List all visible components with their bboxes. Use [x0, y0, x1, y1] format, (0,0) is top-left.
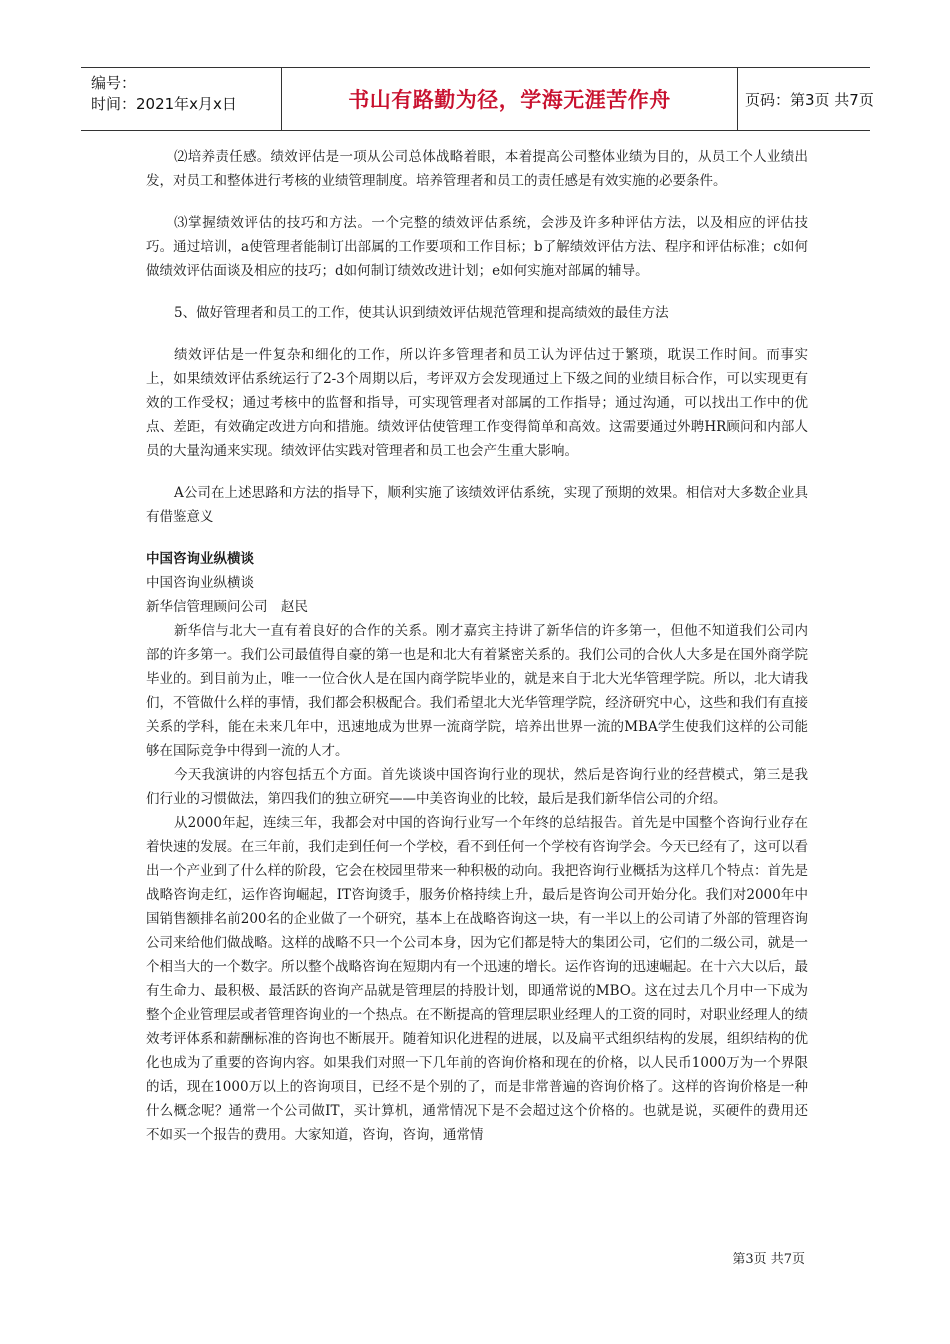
header-page-number: 页码：第3页 共7页: [745, 90, 874, 109]
document-number-label: 编号：: [91, 74, 137, 92]
document-body: [146, 145, 808, 1147]
section-subtitle: 中国咨询业纵横谈: [146, 575, 254, 591]
paragraph: 新华信与北大一直有着良好的合作的关系。刚才嘉宾主持讲了新华信的许多第一，但他不知道我们公司内部的许多第一。我们公司最值得自豪的第一也是和北大有着紧密关系的。我们公司的合伙人大多是在国外商学院毕业的。到目前为止，唯一一位合伙人是在国内商学院毕业的，就是来自于北大光华管理学院。所以，北大请我们，不管做什么样的事情，我们都会积极配合。我们希望北大光华管理学院，经济研究中心，这些和我们有直接关系的学科，能在未来几年中，迅速地成为世界一流商学院，培养出世界一流的MBA学生使我们这样的公司能够在国际竞争中得到一流的人才。: [146, 623, 808, 759]
paragraph: 今天我演讲的内容包括五个方面。首先谈谈中国咨询行业的现状，然后是咨询行业的经营模式，第三是我们行业的习惯做法，第四我们的独立研究——中美咨询业的比较，最后是我们新华信公司的介绍。: [146, 767, 808, 807]
paragraph: 5、做好管理者和员工的工作，使其认识到绩效评估规范管理和提高绩效的最佳方法: [174, 305, 669, 321]
paragraph: ⑵培养责任感。绩效评估是一项从公司总体战略着眼，本着提高公司整体业绩为目的，从员工个人业绩出发，对员工和整体进行考核的业绩管理制度。培养管理者和员工的责任感是有效实施的必要条件。: [146, 149, 808, 189]
header-motto-cell: [281, 68, 738, 130]
paragraph: ⑶掌握绩效评估的技巧和方法。一个完整的绩效评估系统，会涉及许多种评估方法，以及相应的评估技巧。通过培训，a使管理者能制订出部属的工作要项和工作目标；b了解绩效评估方法、程序和评估标准；c如何做绩效评估面谈及相应的技巧；d如何制订绩效改进计划；e如何实施对部属的辅导。: [146, 215, 808, 279]
paragraph: 从2000年起，连续三年，我都会对中国的咨询行业写一个年终的总结报告。首先是中国整个咨询行业存在着快速的发展。在三年前，我们走到任何一个学校，看不到任何一个学校有咨询学会。今天已经有了，这可以看出一个产业到了什么样的阶段，它会在校园里带来一种积极的动向。我把咨询行业概括为这样几个特点：首先是战略咨询走红，运作咨询崛起，IT咨询烫手，服务价格持续上升，最后是咨询公司开始分化。我们对2000年中国销售额排名前200名的企业做了一个研究，基本上在战略咨询这一块，有一半以上的公司请了外部的管理咨询公司来给他们做战略。这样的战略不只一个公司本身，因为它们都是特大的集团公司，它们的二级公司，就是一个相当大的一个数字。所以整个战略咨询在短期内有一个迅速的增长。运作咨询的迅速崛起。在十六大以后，最有生命力、最积极、最活跃的咨询产品就是管理层的持股计划，即通常说的MBO。这在过去几个月中一下成为整个企业管理层或者管理咨询业的一个热点。在不断提高的管理层职业经理人的工资的同时，对职业经理人的绩效考评体系和薪酬标准的咨询也不断展开。随着知识化进程的进展，以及扁平式组织结构的发展，组织结构的优化也成为了重要的咨询内容。如果我们对照一下几年前的咨询价格和现在的价格，以人民币1000万为一个界限的话，现在1000万以上的咨询项目，已经不是个别的了，而是非常普遍的咨询价格了。这样的咨询价格是一种什么概念呢？通常一个公司做IT，买计算机，通常情况下是不会超过这个价格的。也就是说，买硬件的费用还不如买一个报告的费用。大家知道，咨询，咨询，通常情: [146, 815, 808, 1143]
header-motto: 书山有路勤为径，学海无涯苦作舟: [348, 88, 671, 112]
author-line: 新华信管理顾问公司 赵民: [146, 599, 308, 615]
page-header: [81, 67, 874, 131]
paragraph: A公司在上述思路和方法的指导下，顺利实施了该绩效评估系统，实现了预期的效果。相信对大多数企业具有借鉴意义: [146, 485, 808, 525]
document-date-label: 时间：2021年x月x日: [91, 95, 237, 113]
header-page-cell: [737, 68, 878, 130]
section-title: 中国咨询业纵横谈: [146, 551, 254, 567]
page-footer: 第3页 共7页: [732, 1252, 805, 1267]
header-meta-cell: [81, 68, 281, 130]
paragraph: 绩效评估是一件复杂和细化的工作，所以许多管理者和员工认为评估过于繁琐，耽误工作时间。而事实上，如果绩效评估系统运行了2-3个周期以后，考评双方会发现通过上下级之间的业绩目标合作，可以实现更有效的工作受权；通过考核中的监督和指导，可实现管理者对部属的工作指导；通过沟通，可以找出工作中的优点、差距，有效确定改进方向和措施。绩效评估使管理工作变得简单和高效。这需要通过外聘HR顾问和内部人员的大量沟通来实现。绩效评估实践对管理者和员工也会产生重大影响。: [146, 347, 808, 459]
